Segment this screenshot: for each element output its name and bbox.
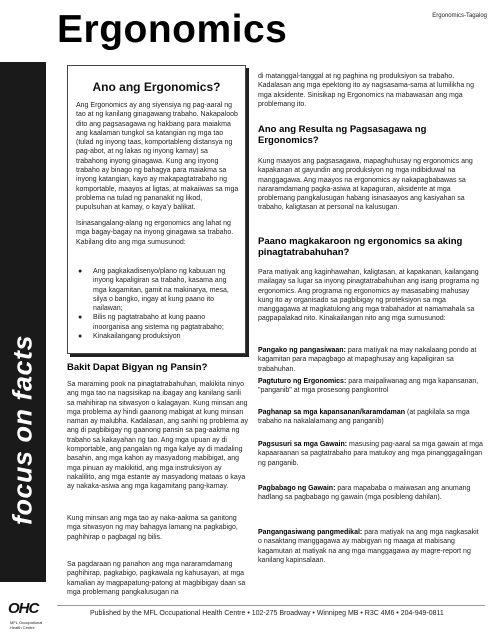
section-heading-how: Paano magkakaroon ng ergonomics sa aking pinagtatrabahuhan? [258, 236, 463, 258]
why-paragraph-2: Kung minsan ang mga tao ay naka-aakma sa ganitong mga sitwasyon ng may bahagya lamang na pagkabigo, paghihirap o pagbagal ng bilis. [67, 515, 238, 541]
definition-term: Pangako ng pangasiwaan: [258, 347, 346, 354]
side-banner [0, 62, 46, 582]
section-heading-results: Ano ang Resulta ng Pagsasagawa ng Ergonomics? [258, 124, 427, 146]
list-item: ● Ang pagkakadisenyo/plano ng kabuuan ng inyong kapaligiran sa trabaho, kasama ang mga kagamitan, gamit na makinarya, mesa, silya o bangko, ingay at kung paano ito nailawan; [76, 267, 239, 313]
definition-text: masusing pag-aaral sa mga gawain at mga kapaaraanan sa pagtatrabaho para matukoy ang mga pinanggagalingan ng panganib. [258, 441, 483, 467]
why-paragraph-3: Sa pagdaraan ng panahon ang mga nararamdamang paghihirap, pagkabigo, pagkawala ng kahusayan, at mga kamalian ay magpapatung-patong at magbibigay daan sa mga problemang pangkalusugan na [67, 561, 246, 596]
intro-box [67, 65, 246, 354]
language-tagline: Ergonomics-Tagalog [432, 13, 487, 19]
right-continued-paragraph: di matanggal-tanggal at ng paghina ng produksiyon sa trabaho. Kadalasan ang mga epektong ito ay nagsasama-sama at lumilikha ng mga aksidente. Sinisikap ng Ergonomics na mabawasan ang mga problemang ito. [258, 73, 474, 108]
definition-item [258, 528, 484, 565]
side-banner-label: focus on facts [7, 334, 38, 526]
results-paragraph: Kung maayos ang pagsasagawa, mapaghuhusay ng ergonomics ang kapakanan at gayundin ang produksiyon ng mga indibiduwal na manggagawa. Ang maayos na ergonomics ay nakapagbabawas sa nararamdamang pagka-asiwa at kapaguran, aksidente at mga problemang pangkalusugan habang isinasaayos ang kasiyahan sa trabaho, kaligtasan at personal na kalusugan. [258, 158, 473, 212]
intro-paragraph-1: Ang Ergonomics ay ang siyensiya ng pag-aaral ng tao at ng kanilang ginagawang trabaho. Nakapaloob dito ang pagsasagawa ng hakbang para maiakma ang kaalaman tungkol sa katangian ng mga tao (tulad ng inyong taas, komportableng distansya ng pag-abot, at ng lakas ng inyong kamay) sa trabahong inyong ginagawa. Kung ang inyong trabaho ay binago ng bahagya para maiakma sa inyong katangian, kayo ay makapagtatrabaho ng komportable, maayos at ligtas, at makaiiwas sa mga problema na tulad ng pananakit ng likod, pupulsuhan at kamay, o kaya'y balikat. [76, 102, 239, 212]
intro-paragraph-2: Isinasangalang-alang ng ergonomics ang lahat ng mga bagay-bagay na inyong ginagawa sa trabaho. Kabilang dito ang mga sumusunod: [76, 220, 234, 246]
logo-mark: OHC [8, 600, 39, 617]
how-paragraph: Para matiyak ang kaginhawahan, kaligtasan, at kapakanan, kailangang mailagay sa lugar sa inyong pinagtatrabahuhan ang isang programa ng ergonomics. Ang programa ng ergonomics ay masasabing mahusay kung ito ay organisado sa pagbibigay ng proteksiyon sa mga manggagawa at magkatulong ang mga trabahador at namamahala sa pagpapalakad nito. Kinakailangan nito ang mga sumusunod: [258, 269, 480, 323]
definition-item [258, 408, 484, 427]
definition-text: para maipaliwanag ang mga kapansanan, "panganib" at mga prosesong pangkontrol [258, 378, 479, 395]
footer-publisher: Published by the MFL Occupational Health Centre • 102-275 Broadway • Winnipeg MB • R3C 4M6 • 204-949-0811 [90, 610, 444, 617]
definition-term: Pagbabago ng Gawain: [258, 485, 336, 492]
intro-heading: Ano ang Ergonomics? [92, 80, 221, 94]
section-heading-why: Bakit Dapat Bigyan ng Pansin? [67, 362, 208, 373]
list-item: ● Bilis ng pagtatrabaho at kung paano inoorganisa ang sistema ng pagtatrabaho; [76, 313, 239, 332]
definition-term: Paghanap sa mga kapansanan/karamdaman [258, 409, 406, 416]
definition-term: Pagtuturo ng Ergonomics: [258, 378, 347, 385]
definition-text: para matiyak na ang mga nagkasakit o nasaktang manggagawa ay mabigyan ng maaga at mabisang kagamutan at matiyak na ang mga manggagawa ay magre-report ng kanilang kapinsalaan. [258, 529, 479, 564]
logo-subtitle: MFL Occupational Health Centre [10, 620, 43, 630]
definition-text: (at pagkilala sa mga trabaho na nakalalamang ang panganib) [258, 409, 470, 426]
definition-item [258, 377, 484, 396]
definition-item [258, 440, 484, 468]
definition-term: Pangangasiwang pangmedikal: [258, 529, 363, 536]
definition-text: para mapababa o maiwasan ang anumang hadlang sa pagbabago ng gawain (mga posibleng dahilan). [258, 485, 471, 502]
definition-text: para matiyak na may nakalaang pondo at kagamitan para mapagbago at mapaghusay ang kapaligiran sa trabahuhan. [258, 347, 477, 373]
why-paragraph-1: Sa maraming pook na pinagtatrabahuhan, makikita ninyo ang mga tao na nagsisikap na ibagay ang kanilang sarili sa mahihirap na sitwasyon o kalagayan. Kung minsan ang mga problema ay hindi gaanong mabigat at kung minsan naman ay malubha. Kadalasan, ang sanhi ng problema ay ang di pagbibigay ng gaanong pansin sa pag-aakma ng trabaho sa kakayahan ng tao. Ang mga upuan ay di komportable, ang pangalan ng mga kalye ay di madaling basahin, ang mga kahon ay masyadong mabibigat, ang mga pinuan ay makikitid, ang mga instruksiyon ay nakalilito, ang mga estante ay masyadong mataas o kaya ay nakaka-asiwa ang mga kagamitang pang-kamay. [67, 381, 248, 491]
definition-item [258, 484, 484, 503]
list-item: ● Kinakailangang produksiyon [76, 332, 239, 341]
definition-item [258, 346, 484, 374]
side-banner-label-wrap [6, 320, 40, 540]
definition-term: Pagsusuri sa mga Gawain: [258, 441, 348, 448]
ohc-logo [4, 598, 48, 636]
intro-list [76, 267, 239, 341]
footer-divider [57, 605, 485, 606]
page-title: Ergonomics [57, 8, 288, 51]
